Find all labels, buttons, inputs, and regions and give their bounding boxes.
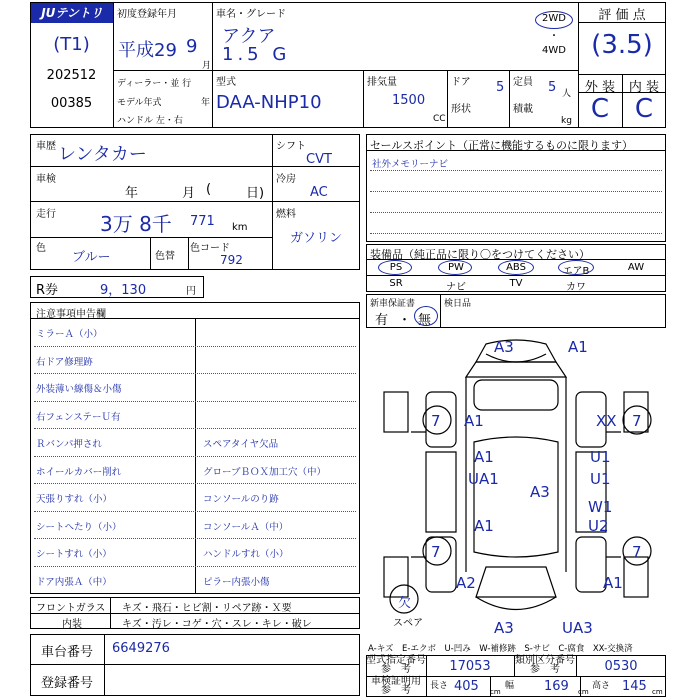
damage-code-5: 7 bbox=[632, 412, 642, 430]
length: 405 bbox=[454, 679, 479, 694]
logo: JUテントリ bbox=[31, 3, 113, 23]
note-left-8: シートすれ（小） bbox=[36, 549, 112, 560]
color-value: ブルー bbox=[72, 250, 111, 265]
note-left-4: Ｒバンパ押され bbox=[36, 439, 102, 450]
note-right-7: コンソールＡ（中） bbox=[203, 521, 289, 533]
drive-2wd: 2WD bbox=[542, 13, 566, 24]
damage-code-8: UA1 bbox=[468, 470, 499, 488]
damage-code-16: A2 bbox=[456, 574, 476, 592]
ac-value: AC bbox=[310, 185, 328, 200]
drive-4wd: 4WD bbox=[542, 45, 566, 56]
damage-code-14: 7 bbox=[431, 543, 441, 561]
note-right-6: コンソールのり跡 bbox=[203, 494, 279, 505]
note-right-8: ハンドルすれ（小） bbox=[203, 549, 289, 560]
width: 169 bbox=[544, 679, 569, 694]
note-left-3: 右フェンステーＵ有 bbox=[36, 411, 121, 423]
lot-code-3: 00385 bbox=[50, 96, 93, 111]
damage-code-10: A3 bbox=[530, 483, 550, 501]
damage-legend: A-キズ E-エクボ U-凹み W-補修跡 S-サビ C-腐食 XX-交換済 bbox=[368, 644, 633, 654]
car-name: アクア bbox=[222, 26, 276, 47]
mileage-value: 3万 8千 bbox=[100, 212, 172, 236]
registration-month: 9 bbox=[186, 36, 198, 57]
exterior-grade: C bbox=[590, 94, 610, 124]
note-right-5: グローブＢＯＸ加工穴（中） bbox=[203, 466, 327, 478]
note-left-0: ミラーＡ（小） bbox=[36, 329, 103, 340]
damage-code-15: 7 bbox=[632, 543, 642, 561]
damage-code-11: W1 bbox=[588, 498, 613, 516]
grade-score: (3.5) bbox=[591, 30, 653, 60]
lot-code-1: (T1) bbox=[53, 34, 90, 55]
note-right-4: スペアタイヤ欠品 bbox=[203, 439, 279, 450]
r-ticket-value: 9，130 bbox=[100, 283, 147, 298]
note-left-5: ホイールカバー削れ bbox=[36, 466, 122, 478]
car-name-label: 車名・グレード bbox=[216, 9, 286, 20]
dealer-label: ディーラー・並 行 bbox=[117, 79, 192, 89]
displacement: 1500 bbox=[392, 93, 426, 108]
note-left-1: 右ドア修理跡 bbox=[36, 356, 93, 368]
grade-label: 評 価 点 bbox=[598, 8, 646, 23]
note-left-7: シートへたり（小） bbox=[36, 521, 122, 533]
model-year-label: モデル年式 bbox=[117, 98, 162, 108]
registration-label: 初度登録年月 bbox=[117, 9, 177, 20]
shift-value: CVT bbox=[306, 152, 332, 167]
spare-label: スペア bbox=[393, 618, 423, 629]
note-right-9: ピラー内張小傷 bbox=[203, 576, 270, 588]
note-left-2: 外装薄い線傷＆小傷 bbox=[36, 384, 122, 395]
registration-era: 平成29 bbox=[118, 40, 177, 61]
interior-grade: C bbox=[634, 94, 654, 124]
height: 145 bbox=[622, 679, 647, 694]
damage-code-17: A1 bbox=[603, 574, 623, 592]
note-left-6: 天張りすれ（小） bbox=[36, 494, 113, 505]
chassis-number: 6649276 bbox=[112, 641, 170, 656]
damage-code-1: A1 bbox=[568, 338, 588, 356]
handle-label: ハンドル 左・右 bbox=[117, 116, 183, 126]
spare-mark: 欠 bbox=[398, 596, 412, 611]
damage-code-4: XX bbox=[596, 412, 617, 430]
car-grade: 1.5 G bbox=[222, 44, 291, 65]
class-number: 0530 bbox=[604, 659, 638, 674]
note-left-9: ドア内張Ａ（中） bbox=[36, 576, 112, 588]
sales-point: 社外メモリーナビ bbox=[372, 159, 449, 170]
type-number: 17053 bbox=[449, 659, 491, 674]
color-code: 792 bbox=[220, 253, 243, 267]
history-value: レンタカー bbox=[58, 144, 147, 165]
model-code: DAA-NHP10 bbox=[216, 92, 322, 113]
damage-code-19: UA3 bbox=[562, 619, 593, 637]
capacity: 5 bbox=[548, 80, 557, 95]
damage-code-0: A3 bbox=[494, 338, 514, 356]
model-label: 型式 bbox=[216, 77, 236, 88]
fuel-value: ガソリン bbox=[290, 231, 343, 246]
damage-code-2: 7 bbox=[431, 412, 441, 430]
damage-code-3: A1 bbox=[464, 412, 484, 430]
damage-code-18: A3 bbox=[494, 619, 514, 637]
damage-code-13: U2 bbox=[588, 517, 609, 535]
damage-code-6: A1 bbox=[474, 448, 494, 466]
mileage-detail: 771 bbox=[190, 214, 215, 229]
door-count: 5 bbox=[496, 80, 505, 95]
lot-code-2: 202512 bbox=[46, 68, 97, 83]
damage-code-12: A1 bbox=[474, 517, 494, 535]
damage-code-9: U1 bbox=[590, 470, 611, 488]
damage-code-7: U1 bbox=[590, 448, 611, 466]
